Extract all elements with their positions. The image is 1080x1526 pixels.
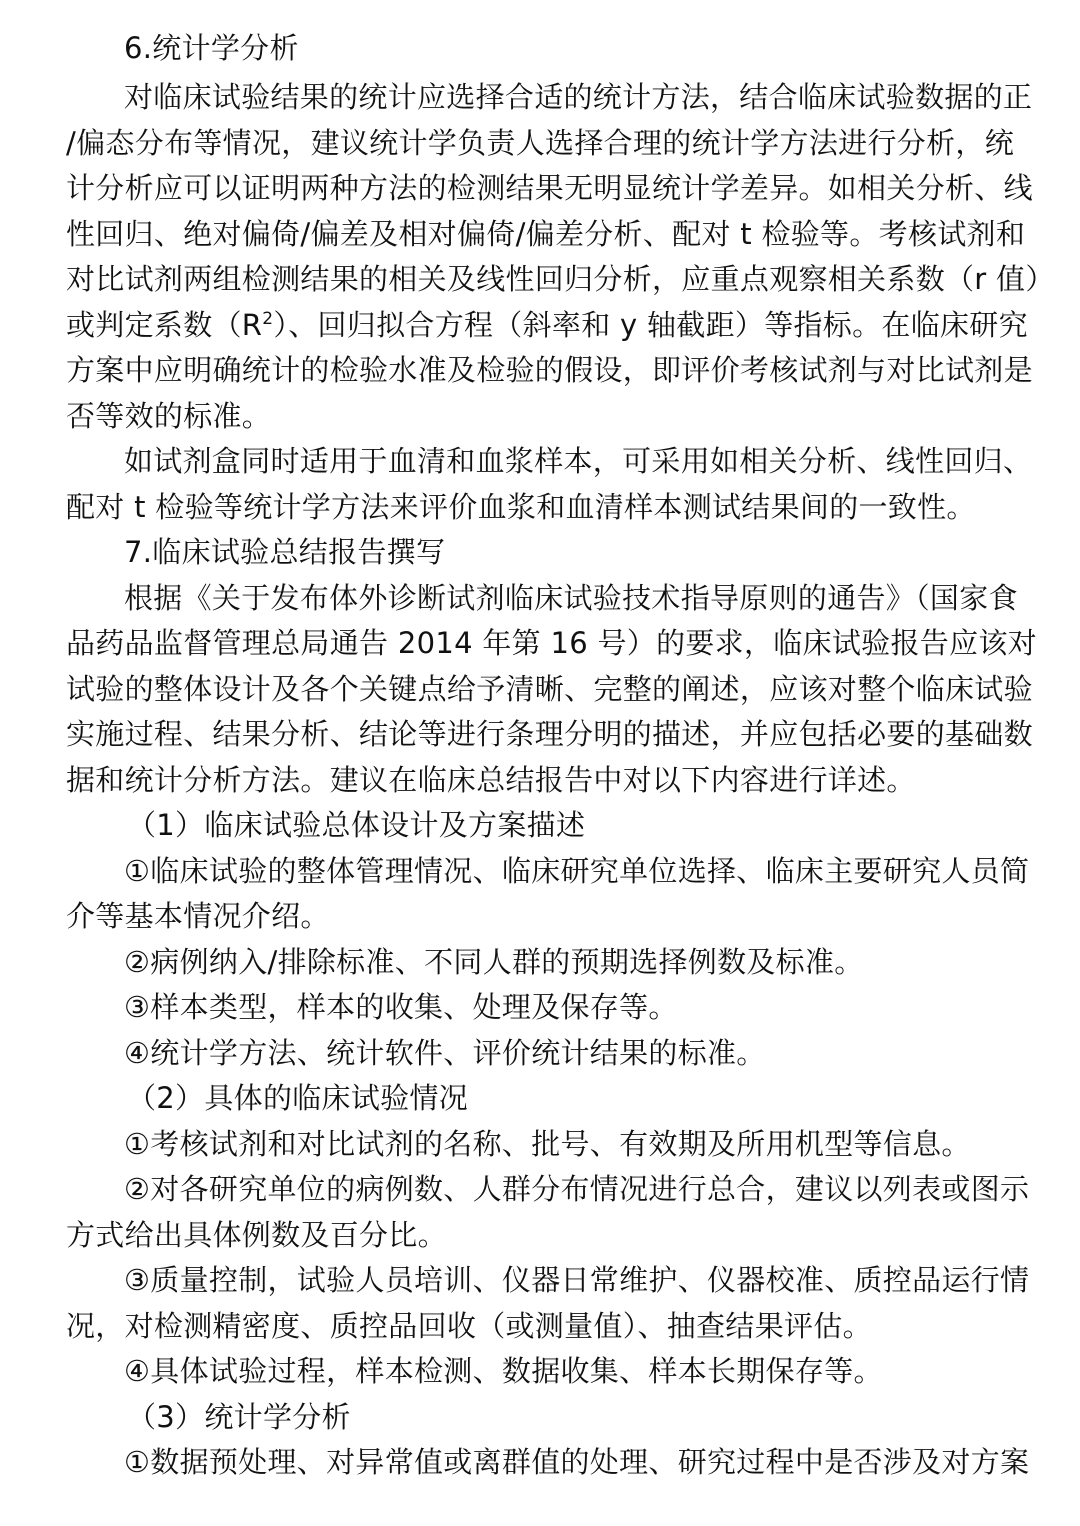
list-item: ②病例纳入/排除标准、不同人群的预期选择例数及标准。 bbox=[124, 945, 864, 979]
paragraph-line: 如试剂盒同时适用于血清和血浆样本，可采用如相关分析、线性回归、 bbox=[124, 444, 1033, 478]
list-item-continuation: 况，对检测精密度、质控品回收（或测量值）、抽查结果评估。 bbox=[66, 1309, 872, 1343]
list-item: ②对各研究单位的病例数、人群分布情况进行总合，建议以列表或图示 bbox=[124, 1172, 1030, 1206]
list-item: ④统计学方法、统计软件、评价统计结果的标准。 bbox=[124, 1036, 766, 1070]
paragraph-line: 试验的整体设计及各个关键点给予清晰、完整的阐述，应该对整个临床试验 bbox=[66, 672, 1033, 706]
list-item: ①数据预处理、对异常值或离群值的处理、研究过程中是否涉及对方案 bbox=[124, 1445, 1030, 1479]
text-segment: 或判定系数（R bbox=[66, 308, 263, 342]
list-item-continuation: 介等基本情况介绍。 bbox=[66, 899, 330, 933]
paragraph-line bbox=[66, 303, 1028, 348]
paragraph-line: 品药品监督管理总局通告 2014 年第 16 号）的要求，临床试验报告应该对 bbox=[66, 626, 1037, 660]
paragraph-line: 对比试剂两组检测结果的相关及线性回归分析，应重点观察相关系数（r 值） bbox=[66, 262, 1055, 296]
list-item: ①临床试验的整体管理情况、临床研究单位选择、临床主要研究人员简 bbox=[124, 854, 1030, 888]
paragraph-line: /偏态分布等情况，建议统计学负责人选择合理的统计学方法进行分析，统 bbox=[66, 126, 1014, 160]
paragraph-line: 配对 t 检验等统计学方法来评价血浆和血清样本测试结果间的一致性。 bbox=[66, 490, 976, 524]
section-7-heading: 7.临床试验总结报告撰写 bbox=[124, 535, 446, 569]
paragraph-line: 据和统计分析方法。建议在临床总结报告中对以下内容进行详述。 bbox=[66, 763, 916, 797]
superscript: 2 bbox=[262, 309, 274, 329]
section-6-heading: 6.统计学分析 bbox=[124, 31, 299, 65]
list-item-continuation: 方式给出具体例数及百分比。 bbox=[66, 1218, 447, 1252]
paragraph-line: 根据《关于发布体外诊断试剂临床试验技术指导原则的通告》（国家食 bbox=[124, 581, 1018, 615]
paragraph-line: 实施过程、结果分析、结论等进行条理分明的描述，并应包括必要的基础数 bbox=[66, 717, 1033, 751]
subsection-3-heading: （3）统计学分析 bbox=[127, 1400, 351, 1434]
list-item: ④具体试验过程，样本检测、数据收集、样本长期保存等。 bbox=[124, 1354, 883, 1388]
subsection-2-heading: （2）具体的临床试验情况 bbox=[127, 1081, 469, 1115]
paragraph-line: 性回归、绝对偏倚/偏差及相对偏倚/偏差分析、配对 t 检验等。考核试剂和 bbox=[66, 217, 1026, 251]
subsection-1-heading: （1）临床试验总体设计及方案描述 bbox=[127, 808, 586, 842]
list-item: ③样本类型，样本的收集、处理及保存等。 bbox=[124, 990, 678, 1024]
paragraph-line: 方案中应明确统计的检验水准及检验的假设，即评价考核试剂与对比试剂是 bbox=[66, 353, 1033, 387]
text-segment: ）、回归拟合方程（斜率和 y 轴截距）等指标。在临床研究 bbox=[273, 308, 1028, 342]
paragraph-line: 计分析应可以证明两种方法的检测结果无明显统计学差异。如相关分析、线 bbox=[66, 171, 1033, 205]
paragraph-line: 否等效的标准。 bbox=[66, 399, 272, 433]
list-item: ③质量控制，试验人员培训、仪器日常维护、仪器校准、质控品运行情 bbox=[124, 1263, 1030, 1297]
list-item: ①考核试剂和对比试剂的名称、批号、有效期及所用机型等信息。 bbox=[124, 1127, 971, 1161]
paragraph-line: 对临床试验结果的统计应选择合适的统计方法，结合临床试验数据的正 bbox=[124, 80, 1033, 114]
